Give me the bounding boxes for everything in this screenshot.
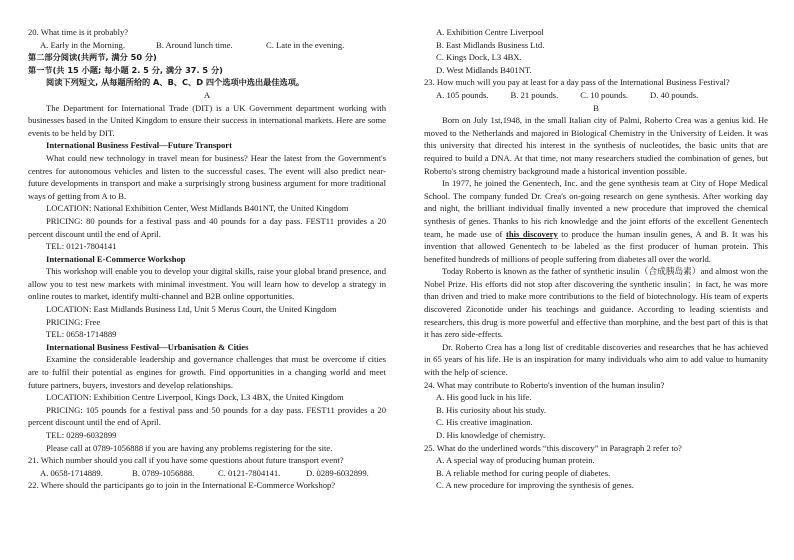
question-22-option-c: C. Kings Dock, L3 4BX. (436, 52, 522, 63)
event-2-location: LOCATION: East Midlands Business Ltd, Unit 5 Merus Court, the United Kingdom (46, 304, 337, 315)
event-2-tel: TEL: 0658-1714889 (46, 329, 117, 340)
part-2-title: 第二部分阅读(共两节, 满分 50 分) (28, 52, 157, 63)
question-22-option-a: A. Exhibition Centre Liverpool (436, 27, 544, 37)
option-b: B. Around lunch time. (156, 39, 233, 50)
event-3-location: LOCATION: Exhibition Centre Liverpool, Kings Dock, L3 4BX, the United Kingdom (46, 392, 344, 403)
question-24: 24. What may contribute to Roberto's invention of the human insulin? (424, 379, 665, 390)
event-3-title: International Business Festival—Urbanisation & Cities (46, 341, 249, 352)
option-b: B. 0789-1056888. (132, 467, 195, 478)
right-column (424, 26, 768, 492)
passage-a-intro: The Department for International Trade (DIT) is a UK Government department working with businesses based in the United Kingdom to ensure their success in international markets. Here are some events to be held by DIT. (28, 102, 386, 138)
question-22-option-b: B. East Midlands Business Ltd. (436, 39, 545, 50)
question-20: 20. What time is it probably? (28, 27, 129, 37)
passage-a-label: A (203, 89, 211, 100)
event-3-tel: TEL: 0289-6032899 (46, 430, 117, 440)
question-21: 21. Which number should you call if you have some questions about future transport event? (28, 455, 344, 466)
question-25-option-a: A. A special way of producing human protein. (436, 455, 595, 466)
question-25: 25. What do the underlined words “this discovery” in Paragraph 2 refer to? (424, 442, 682, 453)
registration-note: Please call at 0789-1056888 if you are having any problems registering for the site. (46, 442, 333, 453)
option-c: C. 0121-7804141. (218, 467, 281, 478)
passage-b-paragraph-2 (424, 177, 768, 265)
passage-b-paragraph-1: Born on July 1st,1948, in the small Italian city of Palmi, Roberto Crea was a genius kid. He moved to the Netherlands and majored in Biological Chemistry in the University of Leiden. It was this university that directed his interest in the synthesis of nucleotides, the basic units that are required to build a DNA. At that time, not many researchers studied the combination of genes, but Roberto's strong chemistry background made a historical invention possible. (424, 115, 768, 176)
event-3-pricing: PRICING: 105 pounds for a festival pass and 50 pounds for a day pass. FEST11 provides a 20 percent discount until the end of April. (28, 404, 386, 428)
question-20-options (28, 39, 386, 52)
event-1-title: International Business Festival—Future Transport (46, 140, 232, 151)
passage-b-paragraph-3: Today Roberto is known as the father of synthetic insulin（合成胰岛素）and almost won the Nobel Prize. His efforts did not stop after discovering the synthetic insulin；in fact, he was more than driven and tried to make more contributions to the field of biotechnology. His team of experts discovered Ziconotide under his teachings and guidance. According to leading scientists and researchers, this drug is more powerful and effective than morphine, and the best part of this is that it has zero side-effects. (424, 266, 768, 340)
question-24-option-a: A. His good luck in his life. (436, 392, 532, 403)
left-column (28, 26, 386, 492)
question-21-options (28, 467, 386, 480)
option-a: A. 105 pounds. (436, 89, 489, 100)
question-22-option-d: D. West Midlands B401NT. (436, 64, 532, 75)
passage-b-label: B (593, 102, 599, 113)
question-24-option-b: B. His curiosity about his study. (436, 404, 546, 415)
instructions: 阅读下列短文, 从每题所给的 A、B、C、D 四个选项中选出最佳选项。 (46, 77, 305, 88)
option-b: B. 21 pounds. (510, 89, 559, 100)
event-1-description: What could new technology in travel mean for business? Hear the latest from the Government's centres for autonomous vehicles and listen to the successful cases. The event will also predict near-future developments in transport and make a surprisingly strong business argument for more traditional ways of getting from A to B. (28, 152, 386, 201)
passage-b-paragraph-4: Dr. Roberto Crea has a long list of creditable discoveries and researches that he has achieved in 65 years of his life. He is an inspiration for many individuals who aim to add value to humanity with the help of science. (424, 341, 768, 378)
event-1-location: LOCATION: National Exhibition Center, West Midlands B401NT, the United Kingdom (46, 203, 349, 214)
event-2-description: This workshop will enable you to develop your digital skills, raise your global brand presence, and allow you to test new markets with minimal investment. You will learn how to develop a strategy in online routes to market, identify multi-channel and B2B online opportunities. (28, 266, 386, 302)
question-25-option-b: B. A reliable method for curing people of diabetes. (436, 467, 611, 478)
event-2-pricing: PRICING: Free (46, 316, 101, 327)
option-d: D. 0289-6032899. (306, 467, 369, 478)
question-23-options (424, 89, 768, 102)
event-1-pricing: PRICING: 80 pounds for a festival pass and 40 pounds for a day pass. FEST11 provides a 20 percent discount until the end of April. (28, 215, 386, 239)
event-2-title: International E-Commerce Workshop (46, 253, 186, 264)
question-22: 22. Where should the participants go to join in the International E-Commerce Workshop? (28, 480, 336, 491)
event-3-description: Examine the considerable leadership and governance challenges that must be overcome if cities are to fulfil their potential as engines for growth. Find opportunities in a changing world and meet future partners, buyers, investors and develop relationships. (28, 354, 386, 390)
option-c: C. Late in the evening. (266, 39, 345, 50)
section-1-title: 第一节(共 15 小题; 每小题 2. 5 分, 满分 37. 5 分) (28, 64, 223, 75)
question-23: 23. How much will you pay at least for a day pass of the International Business Festival? (424, 77, 730, 88)
option-d: D. 40 pounds. (650, 89, 699, 100)
option-a: A. Early in the Morning. (40, 39, 125, 50)
option-c: C. 10 pounds. (580, 89, 629, 100)
underlined-phrase: this discovery (505, 228, 558, 239)
question-24-option-c: C. His creative imagination. (436, 417, 533, 428)
option-a: A. 0658-1714889. (40, 467, 103, 478)
paragraph-2-text-end: to produce the human insulin genes, A and B. It was his invention that allowed Genentech to be labeled as the first producer of human protein. This benefited hundreds of millions of people suffering from diabetes all over the world. (424, 228, 768, 264)
paragraph-2-text-start: In 1977, he joined the Genentech, Inc. and the gene synthesis team at City of Hope Medical School. The company funded Dr. Crea's on-going research on gene synthesis. After working day and night, the brilliant individual finally invented a new procedure that improved the chemical synthesis of genes. Thanks to his rich knowledge and the joint efforts of the excellent Genentech team, he made use of (424, 178, 768, 239)
question-25-option-c: C. A new procedure for improving the synthesis of genes. (436, 480, 634, 491)
question-24-option-d: D. His knowledge of chemistry. (436, 430, 546, 440)
event-1-tel: TEL: 0121-7804141 (46, 241, 117, 252)
